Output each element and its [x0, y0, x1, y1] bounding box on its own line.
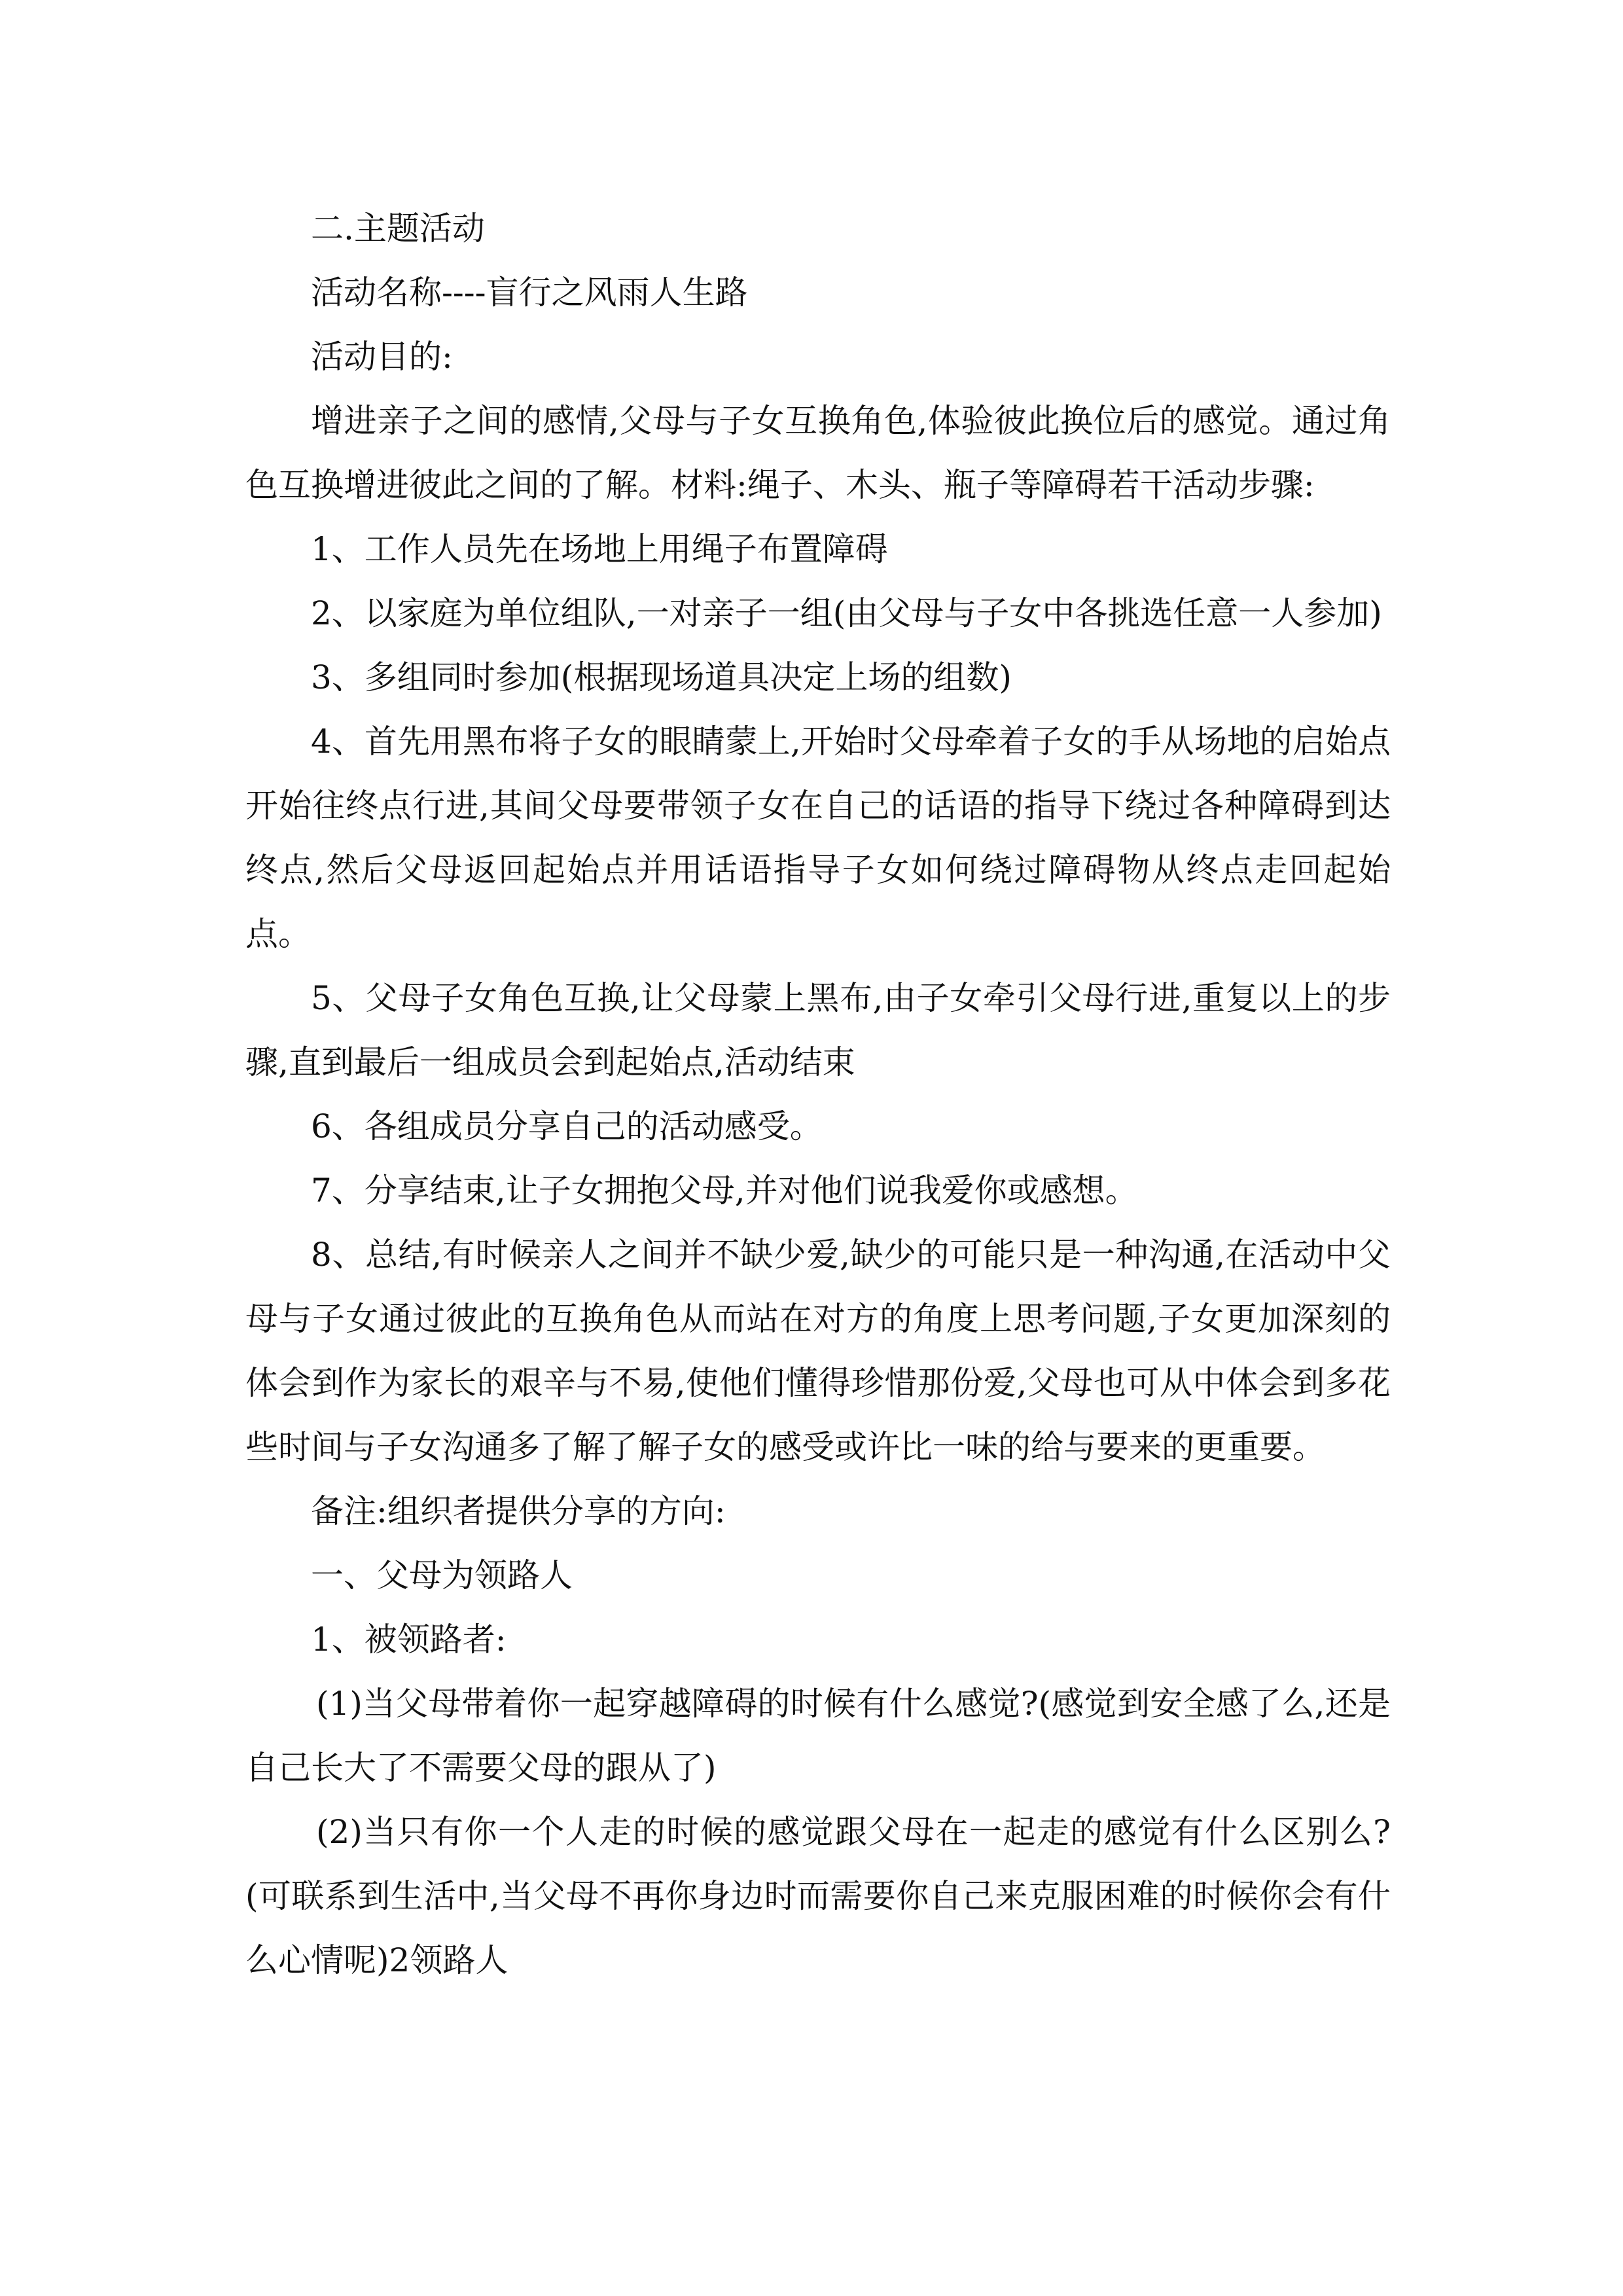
step-6: 6、各组成员分享自己的活动感受。: [311, 1107, 823, 1145]
document-body: [245, 196, 1391, 1992]
activity-purpose-text: 增进亲子之间的感情,父母与子女互换角色,体验彼此换位后的感觉。通过角色互换增进彼此之间的了解。材料:绳子、木头、瓶子等障碍若干活动步骤:: [245, 402, 1391, 504]
activity-name: 活动名称----盲行之风雨人生路: [311, 274, 748, 312]
step-2: 2、以家庭为单位组队,一对亲子一组(由父母与子女中各挑选任意一人参加): [311, 594, 1382, 632]
question-1: (1)当父母带着你一起穿越障碍的时候有什么感觉?(感觉到安全感了么,还是自己长大了不需要父母的跟从了): [245, 1685, 1391, 1787]
subsection-led-person: 1、被领路者:: [311, 1621, 507, 1659]
step-8-summary: 8、总结,有时候亲人之间并不缺少爱,缺少的可能只是一种沟通,在活动中父母与子女通过彼此的互换角色从而站在对方的角度上思考问题,子女更加深刻的体会到作为家长的艰辛与不易,使他们懂得珍惜那份爱,父母也可从中体会到多花些时间与子女沟通多了解了解子女的感受或许比一味的给与要来的更重要。: [245, 1236, 1391, 1466]
step-1: 1、工作人员先在场地上用绳子布置障碍: [311, 530, 888, 568]
activity-purpose-heading: 活动目的:: [311, 338, 453, 376]
step-5: 5、父母子女角色互换,让父母蒙上黑布,由子女牵引父母行进,重复以上的步骤,直到最后一组成员会到起始点,活动结束: [245, 979, 1391, 1081]
step-3: 3、多组同时参加(根据现场道具决定上场的组数): [311, 658, 1012, 696]
question-2: (2)当只有你一个人走的时候的感觉跟父母在一起走的感觉有什么区别么?(可联系到生活中,当父母不再你身边时而需要你自己来克服困难的时候你会有什么心情呢)2领路人: [245, 1813, 1391, 1979]
section-heading: 二.主题活动: [311, 209, 485, 247]
subsection-parents-leader: 一、父母为领路人: [311, 1556, 573, 1594]
step-7: 7、分享结束,让子女拥抱父母,并对他们说我爱你或感想。: [311, 1172, 1138, 1210]
remarks-heading: 备注:组织者提供分享的方向:: [311, 1492, 726, 1530]
step-4: 4、首先用黑布将子女的眼睛蒙上,开始时父母牵着子女的手从场地的启始点开始往终点行进,其间父母要带领子女在自己的话语的指导下绕过各种障碍到达终点,然后父母返回起始点并用话语指导子女如何绕过障碍物从终点走回起始点。: [245, 723, 1391, 953]
